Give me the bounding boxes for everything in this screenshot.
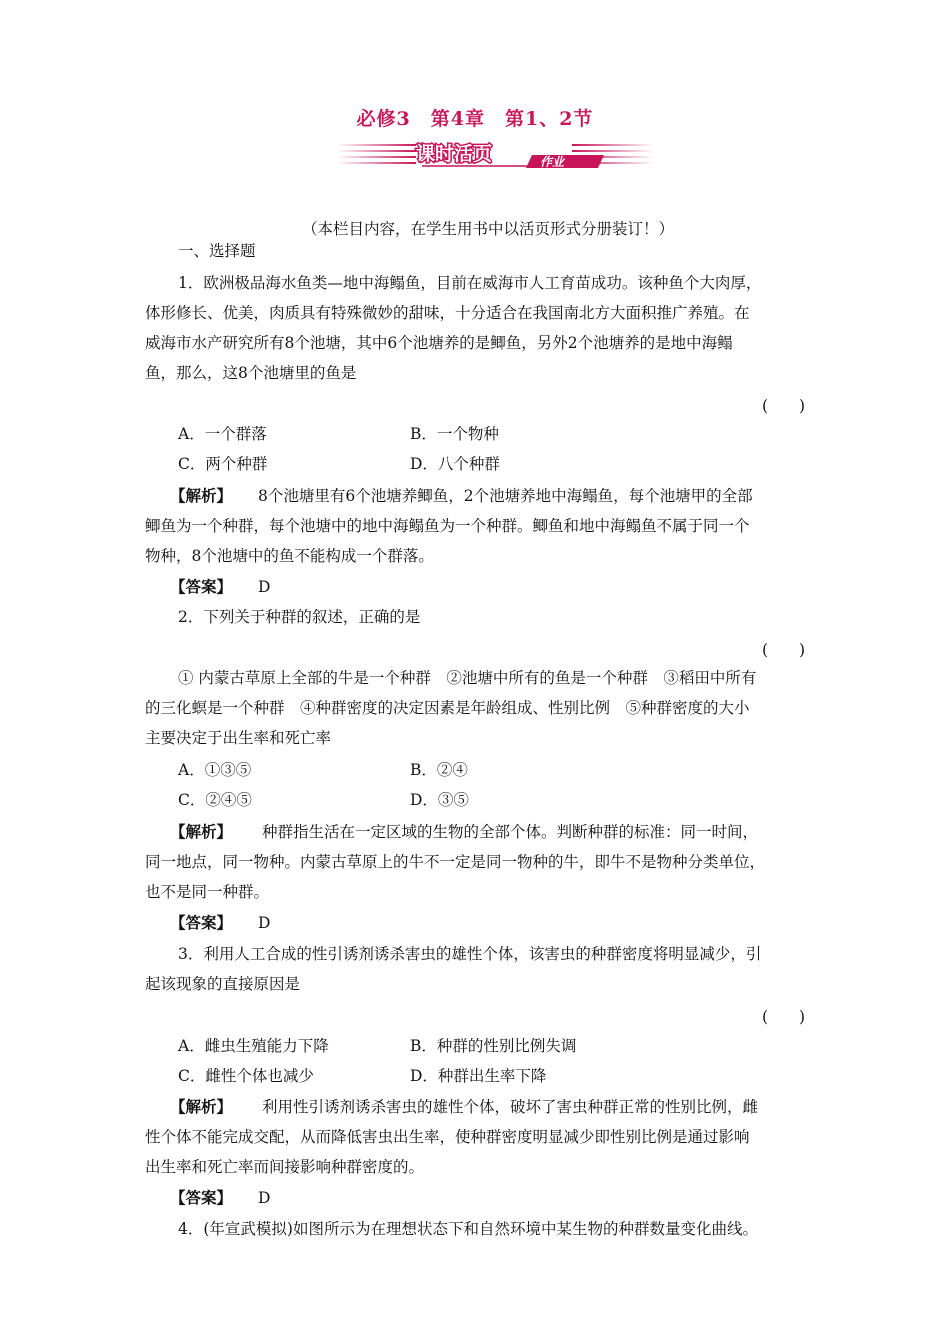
q1-analysis-line-1: 8个池塘里有6个池塘养鲫鱼，2个池塘养地中海鳎鱼，每个池塘甲的全部 — [258, 487, 753, 505]
q3-option-c: C．雌性个体也减少 — [178, 1067, 314, 1085]
q1-analysis-tag: 【解析】 — [170, 486, 233, 505]
q1-stem-line-2: 体形修长、优美，肉质具有特殊微妙的甜味，十分适合在我国南北方大面积推广养殖。在 — [145, 304, 750, 322]
q2-analysis-line-1: 种群指生活在一定区域的生物的全部个体。判断种群的标准：同一时间， — [262, 823, 759, 841]
page-title: 必修3 第4章 第1、2节 — [356, 108, 594, 130]
q1-stem-line-4: 鱼，那么，这8个池塘里的鱼是 — [145, 364, 357, 382]
section-heading: 一、选择题 — [178, 242, 256, 260]
banner-logo — [336, 138, 654, 174]
q1-option-a: A．一个群落 — [178, 425, 267, 443]
q1-option-d: D．八个种群 — [410, 455, 500, 473]
banner-main-text: 课时活页 — [416, 143, 493, 165]
q2-option-b: B．②④ — [410, 761, 468, 779]
q1-answer: D — [258, 578, 271, 596]
q1-option-c: C．两个种群 — [178, 455, 268, 473]
q1-stem-line-1: 1．欧洲极品海水鱼类—地中海鳎鱼，目前在威海市人工育苗成功。该种鱼个大肉厚， — [178, 274, 762, 292]
q2-analysis-line-3: 也不是同一种群。 — [145, 883, 270, 901]
q3-analysis-tag: 【解析】 — [170, 1097, 233, 1116]
q3-answer-tag: 【答案】 — [170, 1188, 233, 1207]
q3-answer-blank: ( ) — [762, 1008, 806, 1026]
q2-option-c: C．②④⑤ — [178, 791, 252, 809]
q2-option-d: D．③⑤ — [410, 791, 469, 809]
q1-option-b: B．一个物种 — [410, 425, 499, 443]
q3-answer: D — [258, 1189, 271, 1207]
q2-answer: D — [258, 914, 271, 932]
q4-stem: 4．(年宣武模拟)如图所示为在理想状态下和自然环境中某生物的种群数量变化曲线。 — [178, 1220, 758, 1238]
q1-analysis-line-2: 鲫鱼为一个种群，每个池塘中的地中海鳎鱼为一个种群。鲫鱼和地中海鳎鱼不属于同一个 — [145, 517, 750, 535]
q2-answer-tag: 【答案】 — [170, 913, 233, 932]
q3-analysis-line-2: 性个体不能完成交配，从而降低害虫出生率，使种群密度明显减少即性别比例是通过影响 — [145, 1128, 750, 1146]
q2-stem: 2．下列关于种群的叙述，正确的是 — [178, 608, 421, 626]
q3-stem-line-2: 起该现象的直接原因是 — [145, 975, 301, 993]
q3-option-b: B．种群的性别比例失调 — [410, 1037, 577, 1055]
q2-answer-blank: ( ) — [762, 641, 806, 659]
q2-analysis-line-2: 同一地点，同一物种。内蒙古草原上的牛不一定是同一物种的牛，即牛不是物种分类单位， — [145, 853, 766, 871]
q1-answer-blank: ( ) — [762, 397, 806, 415]
q2-statement-line-3: 主要决定于出生率和死亡率 — [145, 729, 332, 747]
q1-answer-tag: 【答案】 — [170, 577, 233, 596]
q3-analysis-line-3: 出生率和死亡率而间接影响种群密度的。 — [145, 1158, 425, 1176]
q3-option-d: D．种群出生率下降 — [410, 1067, 547, 1085]
q1-stem-line-3: 威海市水产研究所有8个池塘，其中6个池塘养的是鲫鱼，另外2个池塘养的是地中海鳎 — [145, 334, 733, 352]
q3-option-a: A．雌虫生殖能力下降 — [178, 1037, 329, 1055]
q2-statement-line-1: ① 内蒙古草原上全部的牛是一个种群 ②池塘中所有的鱼是一个种群 ③稻田中所有 — [178, 669, 757, 687]
q3-analysis-line-1: 利用性引诱剂诱杀害虫的雄性个体，破坏了害虫种群正常的性别比例，雌 — [262, 1098, 759, 1116]
q3-stem-line-1: 3．利用人工合成的性引诱剂诱杀害虫的雄性个体，该害虫的种群密度将明显减少，引 — [178, 945, 762, 963]
banner-sub-text: 作业 — [540, 155, 565, 169]
q2-statement-line-2: 的三化螟是一个种群 ④种群密度的决定因素是年龄组成、性别比例 ⑤种群密度的大小 — [145, 699, 750, 717]
q1-analysis-line-3: 物种，8个池塘中的鱼不能构成一个群落。 — [145, 547, 434, 565]
q2-option-a: A．①③⑤ — [178, 761, 252, 779]
q2-analysis-tag: 【解析】 — [170, 822, 233, 841]
binding-note: （本栏目内容，在学生用书中以活页形式分册装订！） — [302, 220, 675, 238]
